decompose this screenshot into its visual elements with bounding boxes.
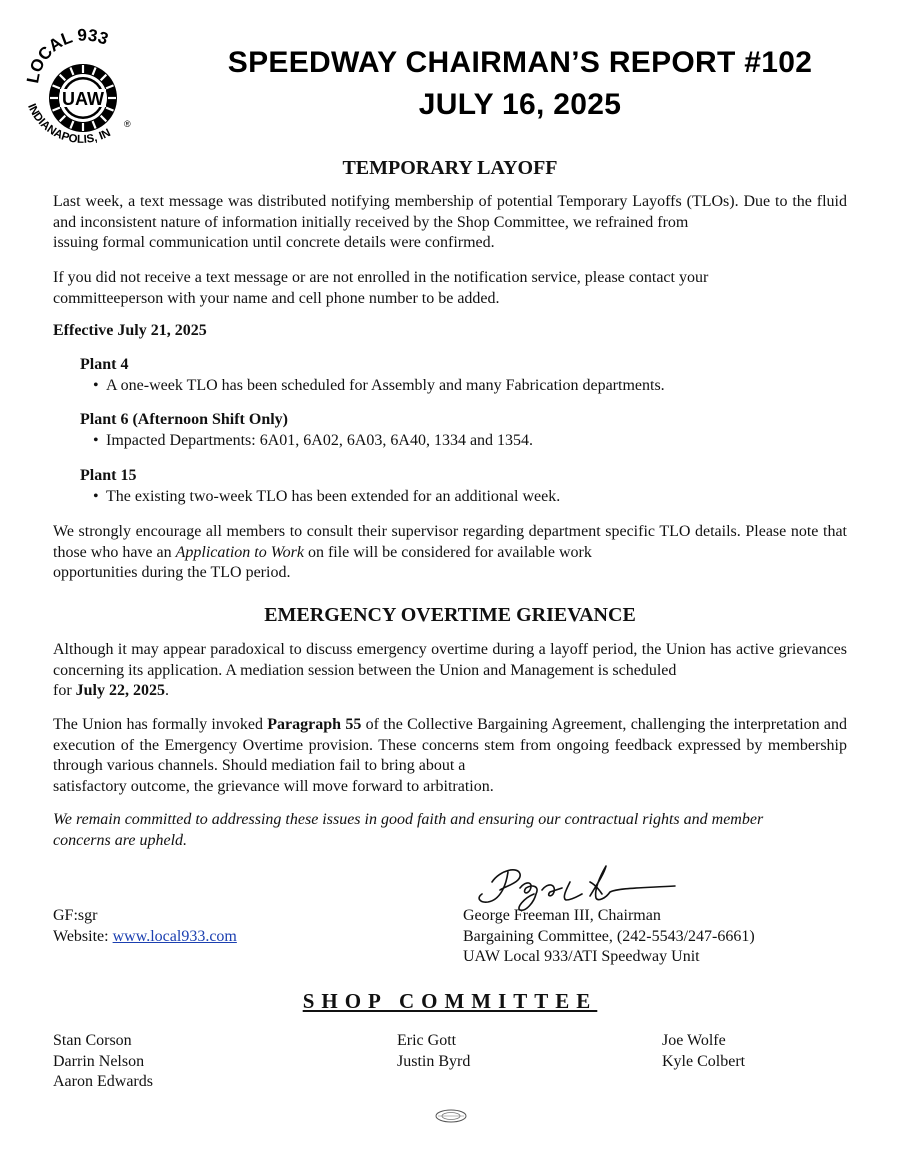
paragraph-55-text: Paragraph 55 — [267, 716, 362, 733]
committee-member: Justin Byrd — [397, 1052, 471, 1070]
signer-role: Bargaining Committee, (242-5543/247-6661) — [463, 928, 755, 945]
logo-center-text: UAW — [62, 89, 104, 109]
committee-column-3 — [662, 1031, 745, 1072]
layoff-p2-last-line: committeeperson with your name and cell phone number to be added. — [53, 289, 500, 307]
closing-text: We remain committed to addressing these issues in good faith and ensuring our contractual rights and member — [53, 811, 764, 828]
committee-member: Kyle Colbert — [662, 1052, 746, 1070]
logo-top-text: LOCAL 933 — [23, 25, 111, 85]
layoff-paragraph-3 — [53, 522, 847, 584]
overtime-p1-text: Although it may appear paradoxical to discuss emergency overtime during a layoff period, the Union has active grievances concerning its application. A mediation session between the Union and Management is scheduled — [53, 641, 847, 679]
closing-last-line: concerns are upheld. — [53, 831, 188, 849]
signer-name: George Freeman III, Chairman — [463, 907, 661, 924]
uaw-local-933-logo — [20, 16, 146, 156]
closing-statement — [53, 810, 847, 851]
overtime-p1-for: for — [53, 682, 72, 699]
overtime-p1-period: . — [165, 682, 169, 699]
committee-column-1 — [53, 1031, 153, 1093]
temporary-layoff-heading: TEMPORARY LAYOFF — [342, 157, 558, 179]
layoff-p3-text: We strongly encourage all members to consult their supervisor regarding department specific TLO details. Please note that those who have an — [53, 523, 847, 561]
report-date: JULY 16, 2025 — [418, 88, 622, 121]
union-bug-icon — [434, 1108, 468, 1124]
layoff-p2-text: If you did not receive a text message or are not enrolled in the notification service, please contact your — [53, 269, 709, 286]
overtime-p2-last-line: satisfactory outcome, the grievance will move forward to arbitration. — [53, 777, 494, 795]
overtime-p1-last-line — [53, 681, 847, 702]
signer-unit: UAW Local 933/ATI Speedway Unit — [463, 948, 700, 965]
overtime-paragraph-2 — [53, 715, 847, 797]
layoff-p3-text-continued: on file will be considered for available work — [307, 543, 592, 561]
website-line — [53, 927, 237, 948]
plant-6-bullet — [93, 432, 533, 450]
plant-15-bullet — [93, 488, 560, 506]
plant-6-label: Plant 6 (Afternoon Shift Only) — [80, 411, 288, 428]
layoff-p1-text: Last week, a text message was distributed notifying membership of potential Temporary Layoffs (TLOs). Due to the fluid and inconsistent nature of information initially received by the Shop Committee, we refrained from — [53, 193, 847, 231]
logo-bottom-text: INDIANAPOLIS, IN — [25, 102, 113, 146]
application-to-work-text: Application to Work — [175, 543, 304, 561]
mediation-date: July 22, 2025 — [75, 682, 165, 699]
effective-date-label: Effective July 21, 2025 — [53, 322, 207, 339]
website-label: Website: — [53, 928, 109, 945]
overtime-grievance-heading: EMERGENCY OVERTIME GRIEVANCE — [264, 604, 636, 626]
report-title: SPEEDWAY CHAIRMAN’S REPORT #102 — [227, 46, 813, 79]
plant-4-label: Plant 4 — [80, 356, 129, 373]
layoff-paragraph-1 — [53, 192, 847, 254]
logo-registered-mark: ® — [124, 119, 131, 129]
bullet-icon: • — [93, 488, 99, 505]
committee-column-2 — [397, 1031, 470, 1072]
layoff-paragraph-2 — [53, 268, 847, 309]
committee-member: Joe Wolfe — [662, 1032, 726, 1049]
committee-member: Darrin Nelson — [53, 1052, 145, 1070]
plant-6-bullet-text: Impacted Departments: 6A01, 6A02, 6A03, 6A40, 1334 and 1354. — [106, 432, 534, 449]
overtime-p2-text-start: The Union has formally invoked — [53, 716, 263, 733]
plant-4-bullet — [93, 377, 665, 395]
layoff-p1-last-line: issuing formal communication until concrete details were confirmed. — [53, 234, 495, 251]
plant-15-label: Plant 15 — [80, 467, 137, 484]
committee-member: Stan Corson — [53, 1032, 132, 1049]
overtime-paragraph-1 — [53, 640, 847, 702]
layoff-p3-last-line: opportunities during the TLO period. — [53, 564, 291, 581]
overtime-p2-text: of the Collective Bargaining Agreement, challenging the interpretation and execution of the Emergency Overtime provision. These concerns stem from ongoing feedback expressed by membership through various channels. Should mediation fail to bring about a — [53, 716, 848, 774]
author-initials: GF:sgr — [53, 907, 98, 924]
bullet-icon: • — [93, 377, 99, 394]
website-link[interactable]: www.local933.com — [112, 928, 237, 945]
plant-4-bullet-text: A one-week TLO has been scheduled for Assembly and many Fabrication departments. — [106, 377, 665, 394]
bullet-icon: • — [93, 432, 99, 449]
shop-committee-heading: SHOP COMMITTEE — [302, 989, 598, 1013]
committee-member: Aaron Edwards — [53, 1073, 153, 1090]
plant-15-bullet-text: The existing two-week TLO has been extended for an additional week. — [106, 488, 561, 505]
committee-member: Eric Gott — [397, 1032, 457, 1049]
